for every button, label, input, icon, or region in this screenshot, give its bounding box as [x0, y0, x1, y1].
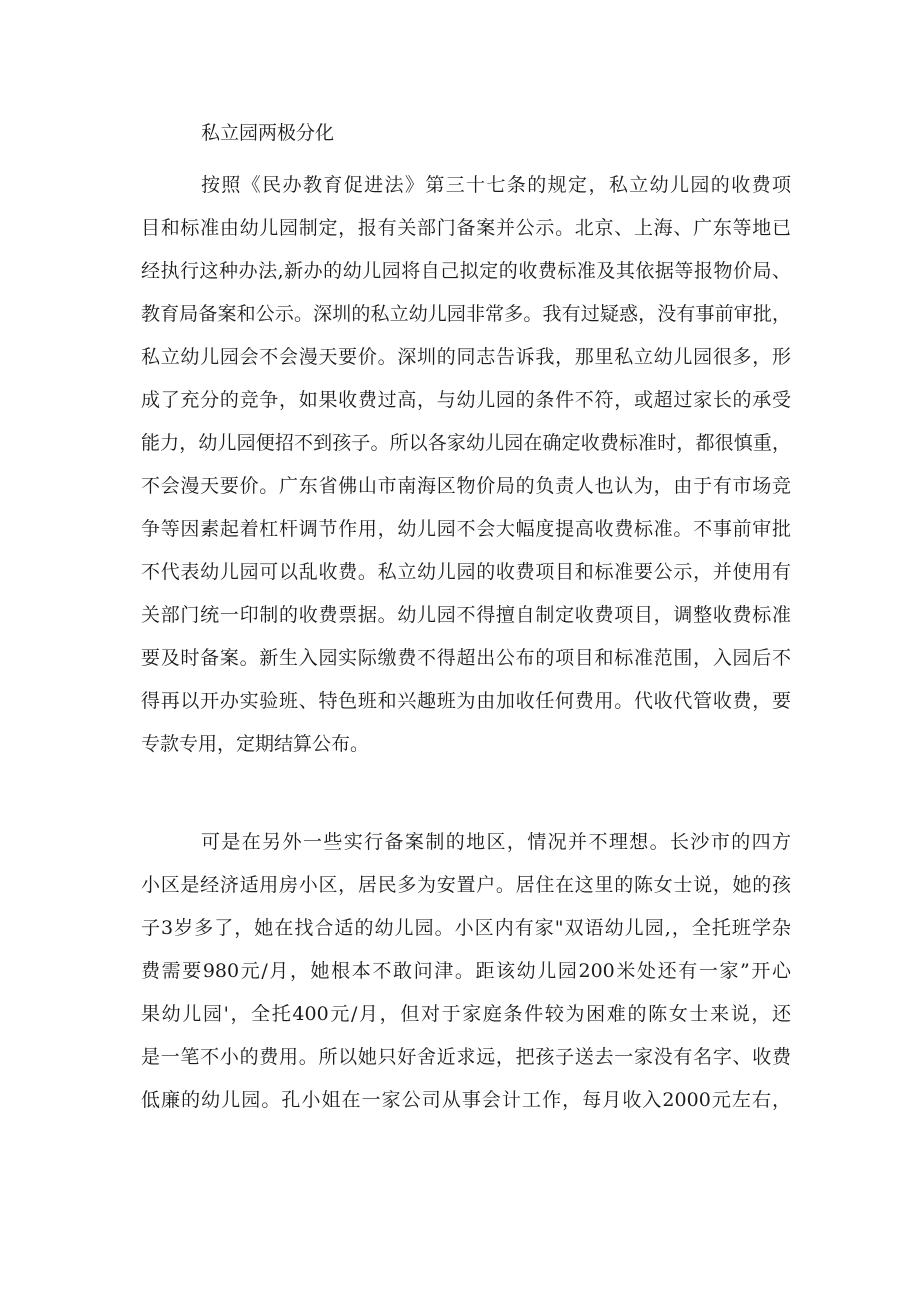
paragraph-2-line: 果幼儿园'，全托400元/月，但对于家庭条件较为困难的陈女士来说，还 [141, 1003, 791, 1025]
paragraph-2-line: 可是在另外一些实行备案制的地区，情况并不理想。长沙市的四方 [201, 831, 791, 853]
paragraph-1-line: 能力，幼儿园便招不到孩子。所以各家幼儿园在确定收费标准时，都很慎重， [141, 432, 791, 454]
paragraph-1-line: 关部门统一印制的收费票据。幼儿园不得擅自制定收费项目，调整收费标准 [141, 604, 791, 626]
paragraph-1-line: 教育局备案和公示。深圳的私立幼儿园非常多。我有过疑惑，没有事前审批， [141, 303, 791, 325]
paragraph-2-line: 是一笔不小的费用。所以她只好舍近求远，把孩子送去一家没有名字、收费 [141, 1046, 791, 1068]
paragraph-1-line: 得再以开办实验班、特色班和兴趣班为由加收任何费用。代收代管收费，要 [141, 690, 791, 712]
paragraph-1-line: 私立幼儿园会不会漫天要价。深圳的同志告诉我，那里私立幼儿园很多，形 [141, 346, 791, 368]
paragraph-1-line: 目和标准由幼儿园制定，报有关部门备案并公示。北京、上海、广东等地已 [141, 217, 791, 239]
paragraph-1-line: 不代表幼儿园可以乱收费。私立幼儿园的收费项目和标准要公示，并使用有 [141, 561, 791, 583]
paragraph-1-line: 专款专用，定期结算公布。 [141, 733, 370, 755]
paragraph-2-line: 费需要980元/月，她根本不敢问津。距该幼儿园200米处还有一家”开心 [141, 960, 791, 982]
section-heading: 私立园两极分化 [201, 122, 335, 144]
paragraph-1-line: 成了充分的竞争，如果收费过高，与幼儿园的条件不符，或超过家长的承受 [141, 389, 791, 411]
paragraph-1-line: 要及时备案。新生入园实际缴费不得超出公布的项目和标准范围，入园后不 [141, 647, 791, 669]
paragraph-1-line: 争等因素起着杠杆调节作用，幼儿园不会大幅度提高收费标准。不事前审批 [141, 518, 791, 540]
paragraph-2-line: 子3岁多了，她在找合适的幼儿园。小区内有家"双语幼儿园,，全托班学杂 [141, 917, 791, 939]
paragraph-2-line: 低廉的幼儿园。孔小姐在一家公司从事会计工作，每月收入2000元左右， [141, 1089, 791, 1111]
paragraph-2-line: 小区是经济适用房小区，居民多为安置户。居住在这里的陈女士说，她的孩 [141, 874, 791, 896]
paragraph-1-line: 按照《民办教育促进法》第三十七条的规定，私立幼儿园的收费项 [201, 174, 791, 196]
paragraph-1-line: 不会漫天要价。广东省佛山市南海区物价局的负责人也认为，由于有市场竞 [141, 475, 791, 497]
paragraph-1-line: 经执行这种办法,新办的幼儿园将自己拟定的收费标准及其依据等报物价局、 [141, 260, 791, 282]
